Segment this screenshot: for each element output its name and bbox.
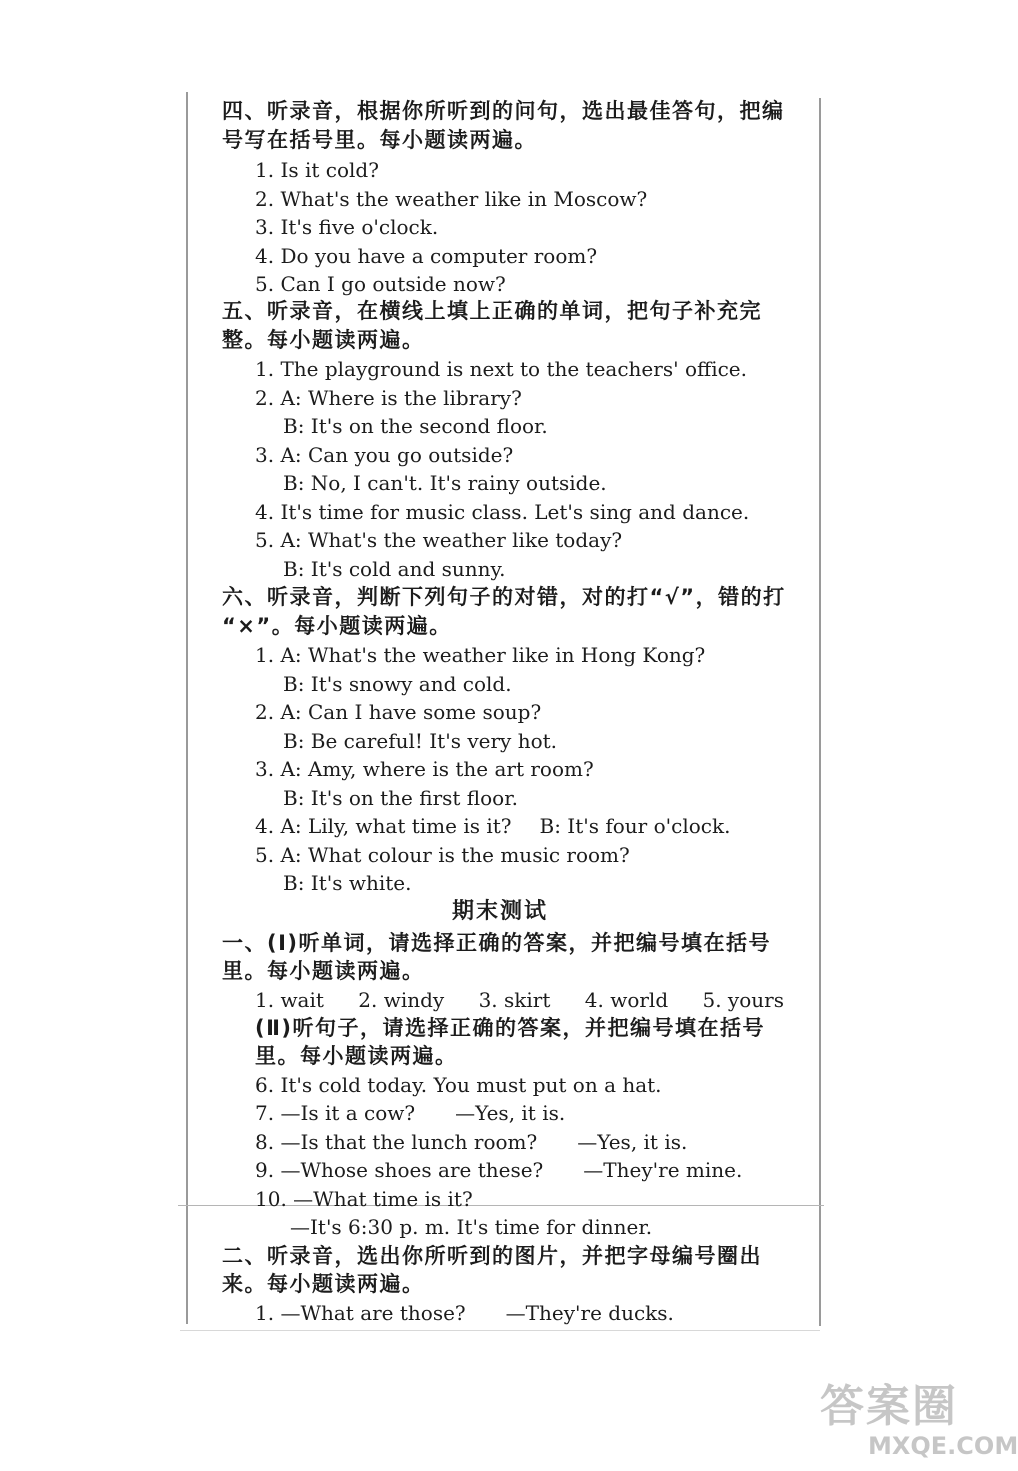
s6-item-4b: B: It's four o'clock. (539, 814, 731, 838)
section-5-heading-line2: 整。每小题读两遍。 (222, 328, 425, 352)
q7 (255, 1099, 565, 1127)
s5-item-2a: 2. A: Where is the library? (255, 386, 522, 410)
s2-q1-answer: —They're ducks. (505, 1301, 674, 1325)
final-part1-heading-line2: 里。每小题读两遍。 (222, 959, 425, 983)
q10-question: 10. —What time is it? (255, 1187, 473, 1211)
s6-item-3b: B: It's on the first floor. (283, 786, 518, 810)
s6-item-2a: 2. A: Can I have some soup? (255, 700, 542, 724)
q8-answer: —Yes, it is. (577, 1130, 688, 1154)
word-list (255, 986, 784, 1014)
s2-q1-question: 1. —What are those? (255, 1301, 466, 1325)
s5-item-3a: 3. A: Can you go outside? (255, 443, 514, 467)
section-6-heading-line2: “×”。每小题读两遍。 (222, 614, 452, 638)
s6-item-5a: 5. A: What colour is the music room? (255, 843, 630, 867)
right-margin-rule (819, 98, 821, 1326)
q8 (255, 1128, 687, 1156)
final-test-title: 期末测试 (451, 899, 548, 924)
s4-item-5: 5. Can I go outside now? (255, 272, 506, 296)
q9 (255, 1156, 742, 1184)
bottom-rule (180, 1330, 820, 1331)
s6-item-1b: B: It's snowy and cold. (283, 672, 512, 696)
s4-item-4: 4. Do you have a computer room? (255, 244, 598, 268)
section-5-heading-line1: 五、听录音，在横线上填上正确的单词，把句子补充完 (222, 299, 762, 323)
s6-item-4a: 4. A: Lily, what time is it? (255, 814, 512, 838)
watermark-logo: 答案圈 (820, 1381, 958, 1432)
s6-item-4 (255, 812, 730, 840)
section-4-heading-line1: 四、听录音，根据你所听到的问句，选出最佳答句，把编 (222, 99, 785, 123)
s5-item-3b: B: No, I can't. It's rainy outside. (283, 471, 607, 495)
section-4-heading-line2: 号写在括号里。每小题读两遍。 (222, 128, 537, 152)
word-3: 3. skirt (478, 988, 551, 1012)
s5-item-5a: 5. A: What's the weather like today? (255, 528, 623, 552)
final-part2-heading-line2: 里。每小题读两遍。 (255, 1044, 458, 1068)
s6-item-3a: 3. A: Amy, where is the art room? (255, 757, 594, 781)
final-part1-heading-line1: 一、(Ⅰ)听单词，请选择正确的答案，并把编号填在括号 (222, 931, 772, 955)
s5-item-5b: B: It's cold and sunny. (283, 557, 506, 581)
q9-question: 9. —Whose shoes are these? (255, 1158, 544, 1182)
q8-question: 8. —Is that the lunch room? (255, 1130, 538, 1154)
s4-item-3: 3. It's five o'clock. (255, 215, 439, 239)
s6-item-2b: B: Be careful! It's very hot. (283, 729, 558, 753)
s5-item-2b: B: It's on the second floor. (283, 414, 548, 438)
s6-item-1a: 1. A: What's the weather like in Hong Kong? (255, 643, 706, 667)
s4-item-2: 2. What's the weather like in Moscow? (255, 187, 648, 211)
watermark (820, 1370, 1018, 1465)
word-4: 4. world (584, 988, 669, 1012)
final-section2-heading-line1: 二、听录音，选出你所听到的图片，并把字母编号圈出 (222, 1244, 762, 1268)
q7-answer: —Yes, it is. (455, 1101, 566, 1125)
watermark-url: MXQE.COM (868, 1432, 1018, 1460)
word-5: 5. yours (702, 988, 784, 1012)
s5-item-4: 4. It's time for music class. Let's sing and dance. (255, 500, 750, 524)
section-6-heading-line1: 六、听录音，判断下列句子的对错，对的打“√”，错的打 (222, 585, 786, 609)
s6-item-5b: B: It's white. (283, 871, 412, 895)
s5-item-1: 1. The playground is next to the teachers' office. (255, 357, 747, 381)
q7-question: 7. —Is it a cow? (255, 1101, 416, 1125)
q6: 6. It's cold today. You must put on a hat. (255, 1073, 662, 1097)
q10-answer: —It's 6:30 p. m. It's time for dinner. (290, 1215, 653, 1239)
s4-item-1: 1. Is it cold? (255, 158, 379, 182)
word-1: 1. wait (255, 988, 324, 1012)
left-margin-rule (186, 92, 188, 1324)
s2-q1 (255, 1299, 674, 1327)
final-section2-heading-line2: 来。每小题读两遍。 (222, 1272, 425, 1296)
word-2: 2. windy (358, 988, 445, 1012)
q9-answer: —They're mine. (583, 1158, 743, 1182)
final-part2-heading-line1: (Ⅱ)听句子，请选择正确的答案，并把编号填在括号 (255, 1016, 766, 1040)
